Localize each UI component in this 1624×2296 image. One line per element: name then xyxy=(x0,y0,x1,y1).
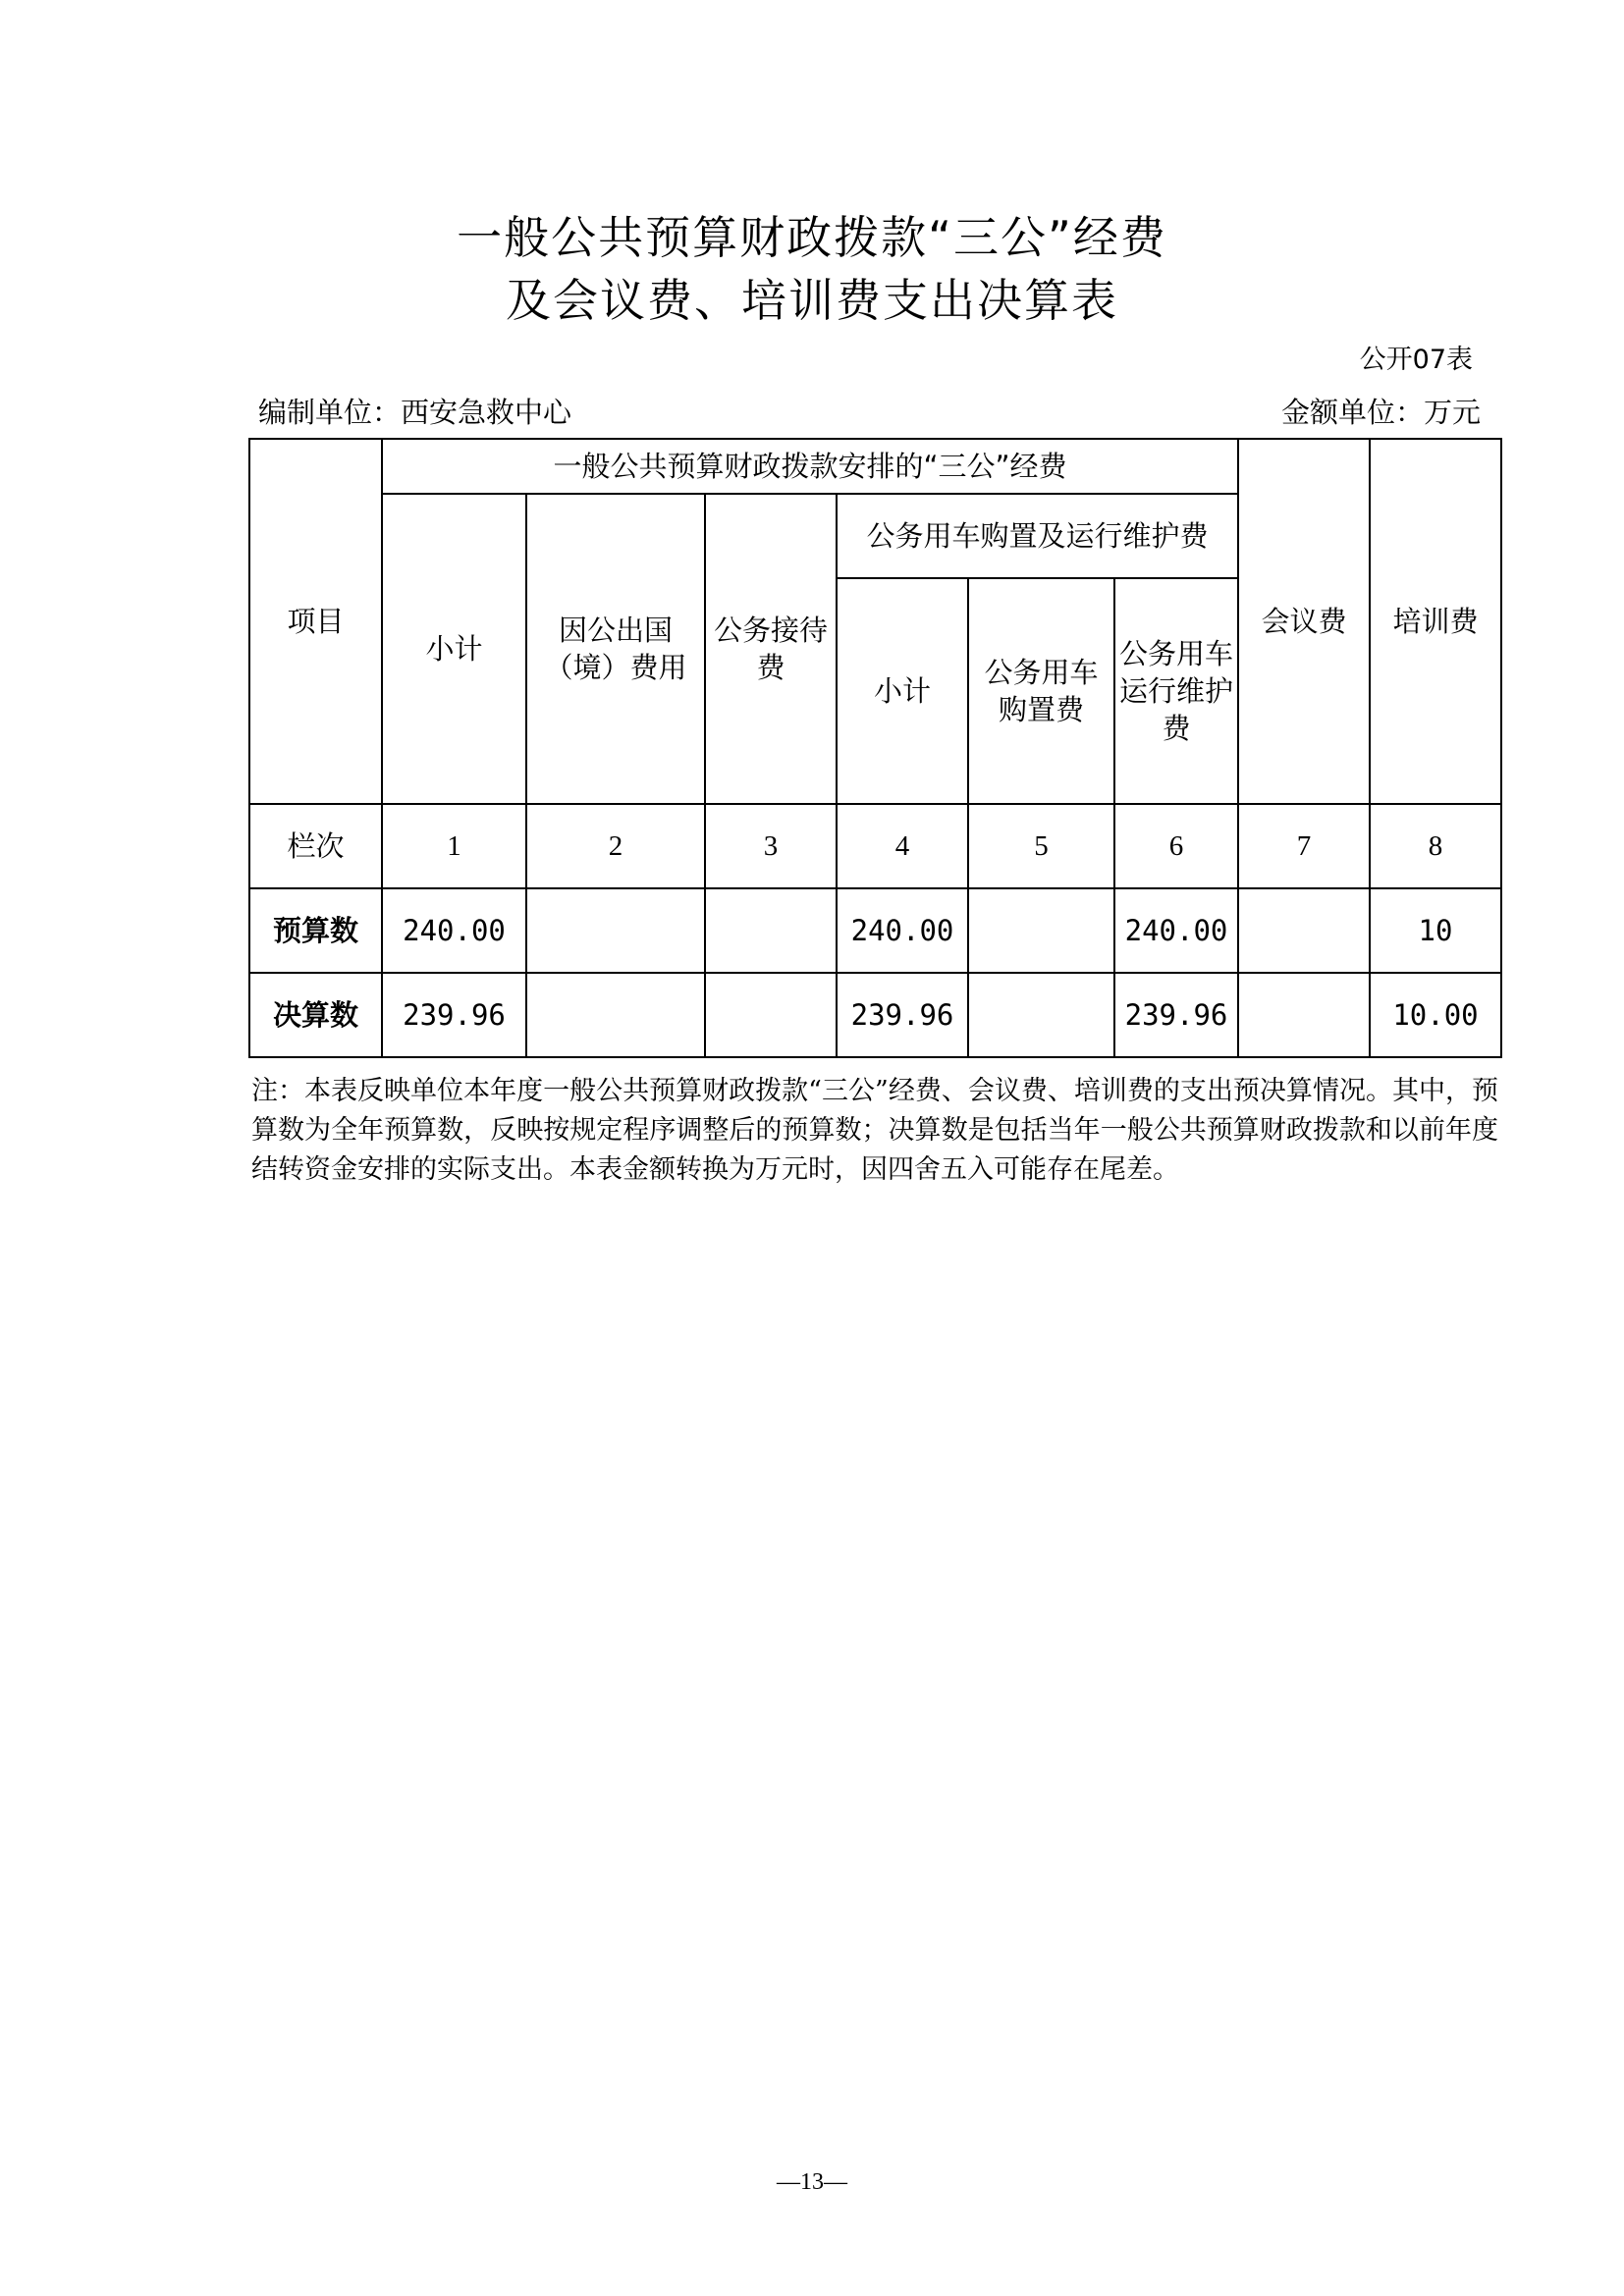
table-row-budget xyxy=(249,888,1501,973)
table-cell xyxy=(968,973,1114,1057)
table-cell xyxy=(968,888,1114,973)
column-number: 1 xyxy=(382,804,526,888)
table-cell xyxy=(1238,888,1370,973)
table-row-final xyxy=(249,973,1501,1057)
header-reception: 公务接待费 xyxy=(705,494,837,804)
page-title-line1: 一般公共预算财政拨款“三公”经费 xyxy=(457,211,1167,264)
header-subtotal: 小计 xyxy=(382,494,526,804)
page-number: —13— xyxy=(777,2169,847,2195)
page-title-line2: 及会议费、培训费支出决算表 xyxy=(506,274,1118,327)
table-cell: 240.00 xyxy=(1114,888,1238,973)
row-label-final: 决算数 xyxy=(249,973,382,1057)
header-item: 项目 xyxy=(249,439,382,804)
table-cell xyxy=(526,888,705,973)
header-overseas: 因公出国（境）费用 xyxy=(526,494,705,804)
table-cell: 10.00 xyxy=(1370,973,1501,1057)
column-number: 7 xyxy=(1238,804,1370,888)
column-number: 2 xyxy=(526,804,705,888)
form-code: 公开07表 xyxy=(1359,345,1473,375)
table-cell: 10 xyxy=(1370,888,1501,973)
header-training: 培训费 xyxy=(1370,439,1501,804)
table-cell xyxy=(1238,973,1370,1057)
column-number-row xyxy=(249,804,1501,888)
table-cell: 239.96 xyxy=(382,973,526,1057)
table-cell: 239.96 xyxy=(837,973,968,1057)
header-meeting: 会议费 xyxy=(1238,439,1370,804)
table-note: 注：本表反映单位本年度一般公共预算财政拨款“三公”经费、会议费、培训费的支出预决算情况。其中，预算数为全年预算数，反映按规定程序调整后的预算数；决算数是包括当年一般公共预算财政拨款和以前年度结转资金安排的实际支出。本表金额转换为万元时，因四舍五入可能存在尾差。 xyxy=(251,1076,1498,1185)
table-cell xyxy=(705,973,837,1057)
amount-unit: 金额单位：万元 xyxy=(1280,396,1481,429)
table-cell: 240.00 xyxy=(382,888,526,973)
header-vehicle-maintenance: 公务用车运行维护费 xyxy=(1114,578,1238,804)
column-number: 6 xyxy=(1114,804,1238,888)
compiler-unit: 编制单位：西安急救中心 xyxy=(258,396,572,429)
table-cell: 240.00 xyxy=(837,888,968,973)
column-number: 8 xyxy=(1370,804,1501,888)
table-cell: 239.96 xyxy=(1114,973,1238,1057)
column-number: 4 xyxy=(837,804,968,888)
column-number-label: 栏次 xyxy=(249,804,382,888)
header-sangong-group: 一般公共预算财政拨款安排的“三公”经费 xyxy=(382,439,1238,494)
header-vehicle-subtotal: 小计 xyxy=(837,578,968,804)
table-cell xyxy=(526,973,705,1057)
column-number: 5 xyxy=(968,804,1114,888)
header-vehicle-purchase: 公务用车购置费 xyxy=(968,578,1114,804)
expenditure-table xyxy=(248,438,1502,1058)
header-vehicle-group: 公务用车购置及运行维护费 xyxy=(837,494,1238,578)
table-cell xyxy=(705,888,837,973)
column-number: 3 xyxy=(705,804,837,888)
row-label-budget: 预算数 xyxy=(249,888,382,973)
